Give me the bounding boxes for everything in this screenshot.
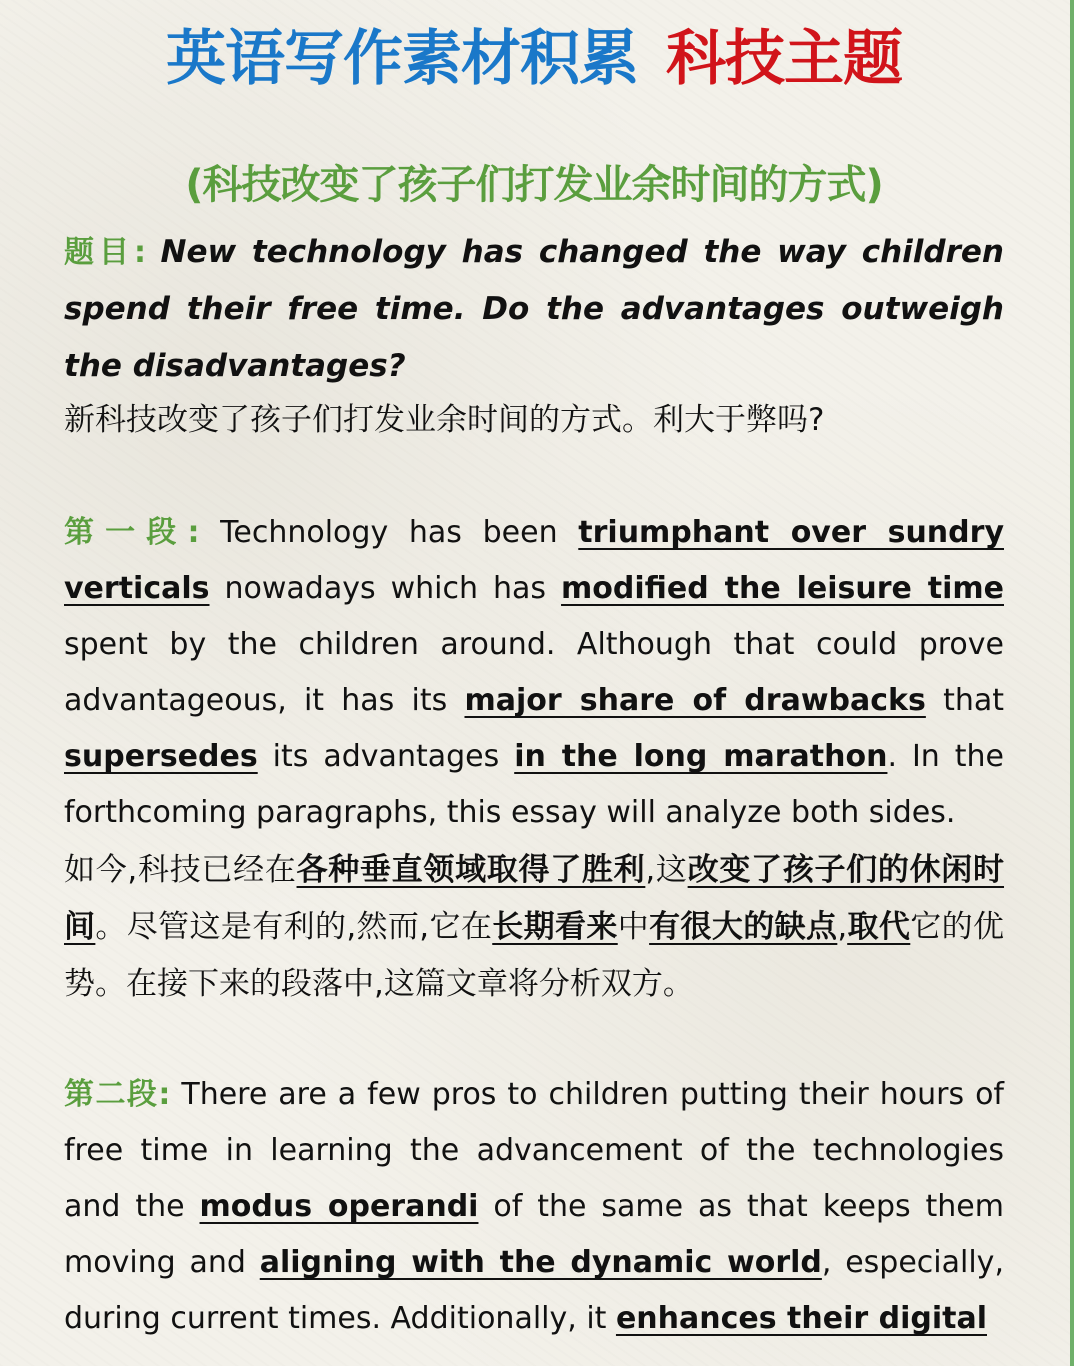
- p2-phrase: aligning with the dynamic world: [259, 1245, 822, 1280]
- p1-phrase: triumphant over sundry verticals: [64, 515, 1004, 606]
- title-topic: 科技主题: [666, 24, 902, 94]
- p2-text: , especially, during current times. Additionally, it: [64, 1245, 1004, 1336]
- p1-text: its advantages: [257, 739, 515, 774]
- p1-cn-text: ,: [837, 909, 848, 945]
- question-text-en: New technology has changed the way children spend their free time. Do the advantages outweigh the disadvantages?: [64, 234, 1004, 384]
- p1-phrase: supersedes: [64, 739, 258, 774]
- question-text-cn: 新科技改变了孩子们打发业余时间的方式。利大于弊吗?: [64, 402, 825, 438]
- p1-cn-phrase: 取代: [847, 909, 911, 945]
- p1-cn-text: ,这: [645, 852, 688, 888]
- p1-cn-text: 它的优势。在接下来的段落中,这篇文章将分析双方。: [64, 909, 1005, 1002]
- page-title: [64, 18, 1004, 100]
- page-subtitle: (科技改变了孩子们打发业余时间的方式): [185, 162, 883, 208]
- paragraph1-cn: [64, 842, 1004, 1013]
- p1-cn-phrase: 改变了孩子们的休闲时间: [64, 852, 1005, 945]
- paragraph1-en: [64, 505, 1004, 841]
- p1-cn-phrase: 有很大的缺点: [649, 909, 838, 945]
- p1-phrase: major share of drawbacks: [464, 683, 926, 718]
- p1-text: . In the forthcoming paragraphs, this essay will analyze both sides.: [64, 739, 1005, 830]
- p1-phrase: in the long marathon: [514, 739, 888, 774]
- p1-text: Technology has been: [199, 515, 579, 550]
- p2-phrase: enhances their digital: [615, 1301, 987, 1336]
- p1-text: that: [925, 683, 1004, 718]
- title-main: 英语写作素材积累: [166, 24, 638, 94]
- p1-text: nowadays which has: [209, 571, 562, 606]
- p2-phrase: modus operandi: [199, 1189, 479, 1224]
- p1-cn-text: 。尽管这是有利的,然而,它在: [95, 909, 493, 945]
- p2-text: There are a few pros to children putting their hours of free time in learning the advancement of the technologies and the: [64, 1077, 1004, 1224]
- p1-cn-text: 如今,科技已经在: [64, 852, 297, 888]
- p1-text: spent by the children around. Although that could prove advantageous, it has its: [64, 627, 1004, 718]
- question-label: 题目:: [64, 235, 146, 270]
- right-edge-stripe: [1070, 0, 1074, 1366]
- p1-phrase: modified the leisure time: [561, 571, 1004, 606]
- p1-cn-phrase: 长期看来: [492, 909, 618, 945]
- p1-cn-text: 中: [617, 909, 650, 945]
- question-block: [64, 224, 1004, 395]
- p1-cn-phrase: 各种垂直领域取得了胜利: [296, 852, 646, 888]
- paragraph2-en: [64, 1067, 1004, 1347]
- paragraph1-label: 第一段:: [64, 515, 200, 550]
- paragraph2-label: 第二段:: [64, 1077, 171, 1112]
- p2-text: of the same as that keeps them moving and: [64, 1189, 1004, 1280]
